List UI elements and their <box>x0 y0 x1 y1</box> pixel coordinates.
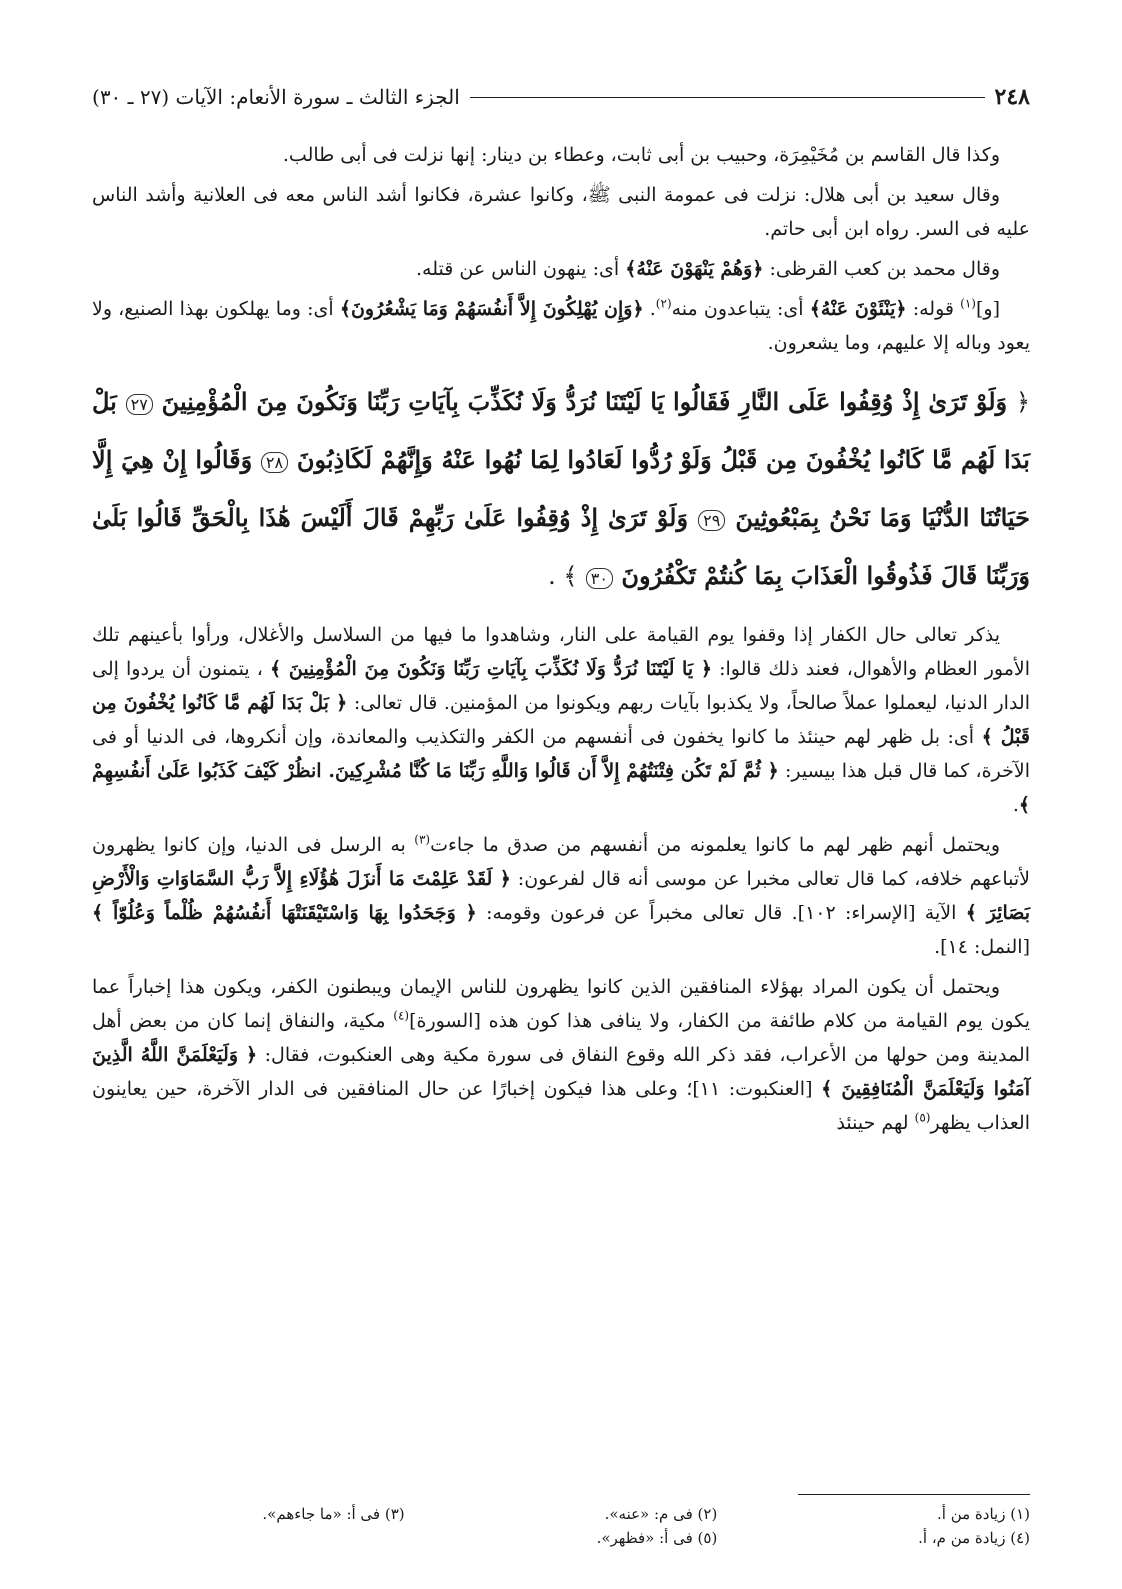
page-header <box>92 80 1030 114</box>
footnote-row-1 <box>92 1502 1030 1526</box>
p7-text-e: لهم حينئذ <box>836 1112 909 1134</box>
footnote-empty <box>92 1526 405 1550</box>
footnote-2: (٢) فى م: «عنه». <box>604 1505 718 1523</box>
footnote-ref-4[interactable]: (٤) <box>393 1008 410 1023</box>
ayah-number-30: ٣٠ <box>586 568 613 589</box>
p4-bracket: [و] <box>975 298 1000 320</box>
quran-quote: ﴿ بَلْ بَدَا لَهُم مَّا كَانُوا يُخْفُونَ مِن قَبْلُ ﴾ <box>92 692 1031 748</box>
footnote-ref-1[interactable]: (١) <box>960 296 976 311</box>
footnote-3: (٣) فى أ: «ما جاءهم». <box>262 1505 405 1523</box>
quran-verses-block <box>92 374 1030 606</box>
p5-text-c: ، يتمنون أن يردوا إلى الدار الدنيا، ليعملوا عملاً صالحاً، ولا يكذبوا بآيات ربهم ويكونوا من المؤمنين. قال تعالى: <box>92 658 1030 714</box>
footnote-separator <box>798 1494 1030 1495</box>
footnote-ref-5[interactable]: (٥) <box>914 1110 931 1125</box>
quran-quote: ﴿ وَلَيَعْلَمَنَّ اللَّهُ الَّذِينَ آمَنُوا وَلَيَعْلَمَنَّ الْمُنَافِقِينَ ﴾ <box>92 1044 1031 1100</box>
p7-text-d: [العنكبوت: ١١]؛ وعلى هذا فيكون إخبارًا عن حال المنافقين فى الدار الآخرة، حين يعاينون العذاب يظهر <box>92 1078 1030 1134</box>
p3-text-a: وقال محمد بن كعب القرظى: <box>769 258 1000 280</box>
paragraph-7 <box>92 970 1030 1140</box>
p6-text-b: به الرسل فى الدنيا، وإن كانوا يظهرون لأتباعهم خلافه، كما قال تعالى مخبرا عن موسى أنه قال لفرعون: <box>92 834 1030 890</box>
verse-30: وَلَوْ تَرَىٰ إِذْ وُقِفُوا عَلَىٰ رَبِّهِمْ قَالَ أَلَيْسَ هَٰذَا بِالْحَقِّ قَالُوا بَلَىٰ وَرَبِّنَا قَالَ فَذُوقُوا الْعَذَابَ بِمَا كُنتُمْ تَكْفُرُونَ <box>92 503 1030 590</box>
p7-text-a: ويحتمل أن يكون المراد بهؤلاء المنافقين الذين كانوا يظهرون للناس الإيمان ويبطنون الكفر، ويكون هذا إخباراً عما يكون يوم القيامة من كلام طائفة من الكفار، ولا ينافى هذا كون هذه [السورة] <box>92 976 1030 1032</box>
p4-text-g: أى: وما يهلكون بهذا الصنيع، ولا يعود وباله إلا عليهم، وما يشعرون. <box>92 298 1030 354</box>
quran-quote: ﴿ يَا لَيْتَنَا نُرَدُّ وَلَا نُكَذِّبَ بِآيَاتِ رَبِّنَا وَنَكُونَ مِنَ الْمُؤْمِنِينَ ﴾ <box>270 658 712 680</box>
footnote-ref-2[interactable]: (٢) <box>655 296 672 311</box>
header-rule <box>470 97 985 98</box>
p7-text-b: مكية، والنفاق إنما كان من بعض أهل المدينة ومن حولها من الأعراب، فقد ذكر الله وقوع النفاق فى سورة مكية وهى العنكبوت، فقال: <box>92 1010 1030 1066</box>
quran-quote: ﴿وَهُمْ يَنْهَوْنَ عَنْهُ﴾ <box>625 258 764 280</box>
paragraph-4 <box>92 292 1030 360</box>
p5-text-a: يذكر تعالى حال الكفار إذا وقفوا يوم القيامة على النار، وشاهدوا ما فيها من السلاسل والأغلال، ورأوا بأعينهم تلك الأمور العظام والأهوال، فعند ذلك قالوا: <box>92 624 1031 680</box>
p4-period: . <box>649 298 656 320</box>
footnote-1: (١) زيادة من أ. <box>937 1505 1030 1523</box>
ayah-number-27: ٢٧ <box>126 394 153 415</box>
p4-text-d: أى: يتباعدون منه <box>671 298 804 320</box>
footnote-5: (٥) فى أ: «فظهر». <box>596 1529 718 1547</box>
footnote-4: (٤) زيادة من م، أ. <box>918 1529 1030 1547</box>
quran-quote: ﴿ لَقَدْ عَلِمْتَ مَا أَنزَلَ هَٰؤُلَاءِ إِلاَّ رَبُّ السَّمَاوَاتِ وَالْأَرْضِ بَصَائِرَ ﴾ <box>92 868 1031 924</box>
footnote-row-2 <box>92 1526 1030 1550</box>
ornate-bracket-close: ﴾ . <box>548 562 578 590</box>
ayah-number-29: ٢٩ <box>698 510 725 531</box>
p6-text-f: [النمل: ١٤]. <box>934 936 1030 958</box>
paragraph-2: وقال سعيد بن أبى هلال: نزلت فى عمومة النبى ﷺ، وكانوا عشرة، فكانوا أشد الناس معه فى العلانية وأشد الناس عليه فى السر. رواه ابن أبى حاتم. <box>92 184 1030 240</box>
p6-text-a: ويحتمل أنهم ظهر لهم ما كانوا يعلمونه من أنفسهم من صدق ما جاءت <box>430 834 1000 856</box>
quran-quote: ﴿ وَجَحَدُوا بِهَا وَاسْتَيْقَنَتْهَا أَنفُسُهُمْ ظُلْماً وَعُلُوّاً ﴾ <box>92 902 477 924</box>
verse-27: وَلَوْ تَرَىٰ إِذْ وُقِفُوا عَلَى النَّارِ فَقَالُوا يَا لَيْتَنَا نُرَدُّ وَلَا نُكَذِّبَ بِآيَاتِ رَبِّنَا وَنَكُونَ مِنَ الْمُؤْمِنِينَ <box>161 387 1008 416</box>
quran-quote: ﴿وَإِن يُهْلِكُونَ إِلاَّ أَنفُسَهُمْ وَمَا يَشْعُرُونَ﴾ <box>339 298 644 320</box>
footnote-ref-3[interactable]: (٣) <box>414 832 431 847</box>
verse-29: وَقَالُوا إِنْ هِيَ إِلَّا حَيَاتُنَا الدُّنْيَا وَمَا نَحْنُ بِمَبْعُوثِينَ <box>92 445 1031 532</box>
main-text <box>92 138 1030 1146</box>
p6-text-d: الآية [الإسراء: ١٠٢]. قال تعالى مخبراً عن فرعون وقومه: <box>486 902 957 924</box>
paragraph-5 <box>92 618 1030 822</box>
quran-quote: ﴿ ثُمَّ لَمْ تَكُن فِتْنَتُهُمْ إِلاَّ أَن قَالُوا وَاللَّهِ رَبِّنَا مَا كُنَّا مُشْرِكِينَ. انظُرْ كَيْفَ كَذَبُوا عَلَىٰ أَنفُسِهِمْ ﴾ <box>92 760 1030 816</box>
ayah-number-28: ٢٨ <box>261 452 288 473</box>
paragraph-6 <box>92 828 1030 964</box>
p3-text-c: أى: ينهون الناس عن قتله. <box>416 258 620 280</box>
page-number: ٢٤٨ <box>994 84 1030 110</box>
verse-28: بَلْ بَدَا لَهُم مَّا كَانُوا يُخْفُونَ مِن قَبْلُ وَلَوْ رُدُّوا لَعَادُوا لِمَا نُهُوا عَنْهُ وَإِنَّهُمْ لَكَاذِبُونَ <box>92 387 1030 474</box>
paragraph-1: وكذا قال القاسم بن مُخَيْمِرَة، وحبيب بن أبى ثابت، وعطاء بن دينار: إنها نزلت فى أبى طالب. <box>282 144 1000 166</box>
running-title: الجزء الثالث ـ سورة الأنعام: الآيات (٢٧ ـ ٣٠) <box>92 85 460 109</box>
p4-text-b: قوله: <box>912 298 954 320</box>
ornate-bracket-open: ﴿ <box>1015 388 1031 416</box>
p5-period: . <box>1012 794 1019 816</box>
p5-text-e: أى: بل ظهر لهم حينئذ ما كانوا يخفون فى أنفسهم من الكفر والتكذيب والمعاندة، وإن أنكروها، فى الدنيا أو فى الآخرة، كما قال قبل هذا بيسير: <box>92 726 1030 782</box>
quran-quote: ﴿يَنْئَوْنَ عَنْهُ﴾ <box>809 298 907 320</box>
paragraph-3 <box>92 252 1030 286</box>
footnotes <box>92 1502 1030 1550</box>
